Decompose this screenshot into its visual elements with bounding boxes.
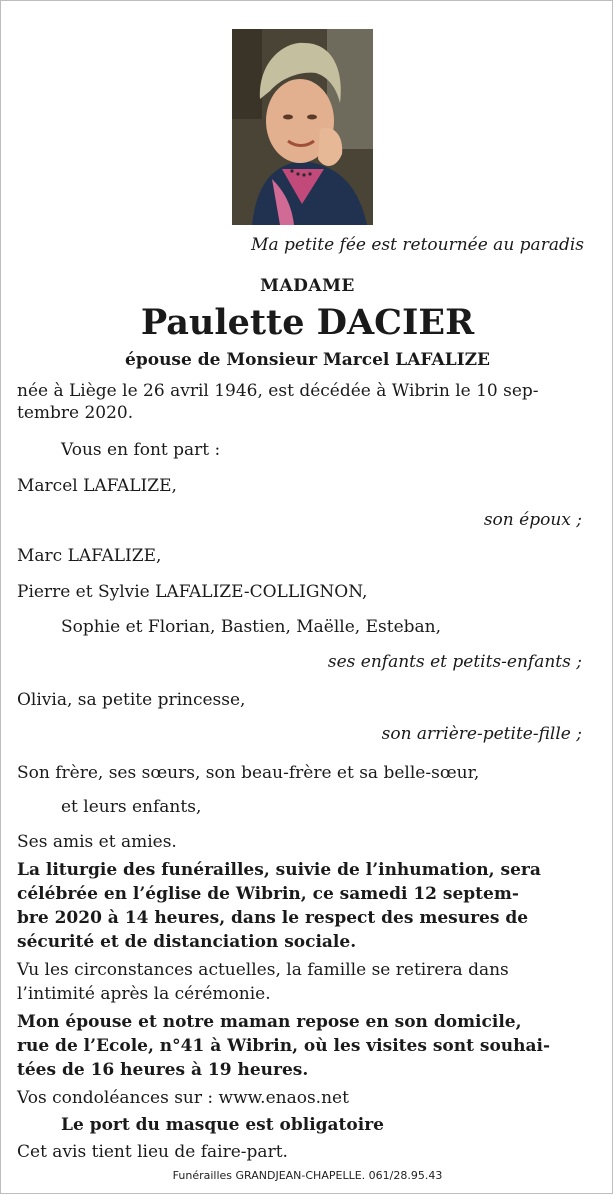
circumstances-line-2: l’intimité après la cérémonie. xyxy=(17,984,271,1004)
funeral-line-3: bre 2020 à 14 heures, dans le respect des mesures de xyxy=(17,908,529,928)
funeral-line-1: La liturgie des funérailles, suivie de l’inhumation, sera xyxy=(17,860,541,880)
child-name-2: Pierre et Sylvie LAFALIZE-COLLIGNON, xyxy=(17,582,368,602)
siblings-line: Son frère, ses sœurs, son beau-frère et sa belle-sœur, xyxy=(17,763,480,783)
visit-line-3: tées de 16 heures à 19 heures. xyxy=(17,1060,309,1080)
husband-role: son époux ; xyxy=(483,510,582,530)
portrait-photo xyxy=(232,29,373,225)
spouse-line: épouse de Monsieur Marcel LAFALIZE xyxy=(125,350,490,370)
funeral-home-footer: Funérailles GRANDJEAN-CHAPELLE. 061/28.95.43 xyxy=(172,1169,443,1182)
funeral-line-2: célébrée en l’église de Wibrin, ce samedi 12 septem- xyxy=(17,884,519,904)
notice-line: Cet avis tient lieu de faire-part. xyxy=(17,1142,288,1162)
husband-name: Marcel LAFALIZE, xyxy=(17,476,177,496)
siblings-children-line: et leurs enfants, xyxy=(61,797,202,817)
birth-death-line-2: tembre 2020. xyxy=(17,403,134,423)
portrait-image xyxy=(232,29,373,225)
visit-line-2: rue de l’Ecole, n°41 à Wibrin, où les visites sont souhai- xyxy=(17,1036,551,1056)
honorific-title: MADAME xyxy=(260,276,355,296)
child-name-1: Marc LAFALIZE, xyxy=(17,546,162,566)
great-grandchild-name: Olivia, sa petite princesse, xyxy=(17,690,246,710)
circumstances-line-1: Vu les circonstances actuelles, la famille se retirera dans xyxy=(17,960,509,980)
announcement-line: Vous en font part : xyxy=(61,440,221,460)
friends-line: Ses amis et amies. xyxy=(17,832,177,852)
deceased-name: Paulette DACIER xyxy=(140,302,475,343)
mask-notice: Le port du masque est obligatoire xyxy=(61,1115,384,1135)
funeral-line-4: sécurité et de distanciation sociale. xyxy=(17,932,357,952)
grandchildren-names: Sophie et Florian, Bastien, Maëlle, Esteban, xyxy=(61,617,442,637)
birth-death-line-1: née à Liège le 26 avril 1946, est décédée à Wibrin le 10 sep- xyxy=(17,381,539,401)
epitaph-quote: Ma petite fée est retournée au paradis xyxy=(251,235,584,255)
condolences-line: Vos condoléances sur : www.enaos.net xyxy=(17,1088,349,1108)
children-role: ses enfants et petits-enfants ; xyxy=(327,652,582,672)
visit-line-1: Mon épouse et notre maman repose en son domicile, xyxy=(17,1012,522,1032)
great-grandchild-role: son arrière-petite-fille ; xyxy=(381,724,582,744)
